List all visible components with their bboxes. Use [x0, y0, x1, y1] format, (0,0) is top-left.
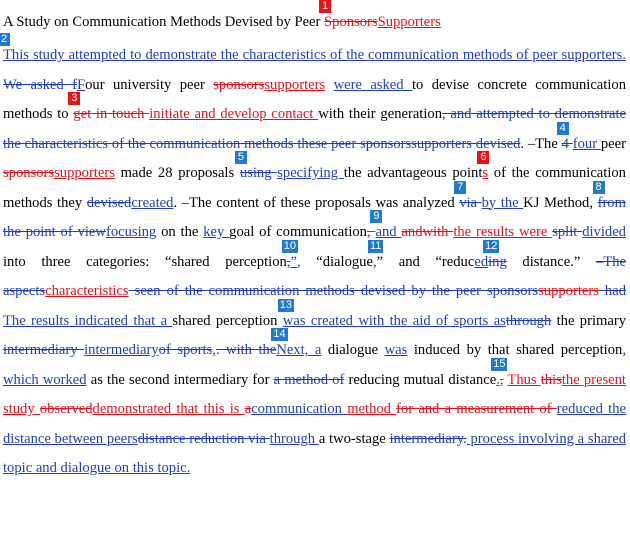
body-text: dialogue	[321, 342, 385, 358]
body-text: as the second intermediary for	[86, 371, 274, 388]
abstract-body: 2 This study attempted to demonstrate the characteristics of the communication methods of peer supporters. We asked fFour university peer sponsorssupporters were asked to devise concrete communication methods to 3 get in touch initiate and develop contact with their generation, and attempted to demonstrate the characteristics of the communication methods these peer sponsorssupporters devised. –The 4 4 four peer sponsorssupporters made 28 proposals 5 using specifying the advantageous point 6 s of the communication methods they devisedcreated. –The content of these proposals was analyzed 7 via by the KJ Method, 8 from the point of viewfocusing on the key goal of communication, 9 and andwith the results were split divided into three categories: “shared perception 10 ,”, “dialogue 11 ,” and “reduced 12 ing distance.” –The aspectscharacteristics seen of the communication methods devised by the peer sponsorssupporters had The results indicated that a shared perception 13 was created with the aid of sports asthrough the primary intermediary intermediaryof sports,. with the 14 Next, a dialogue was induced by that shared perception, which worked as the second intermediary for a method of reducing mutual distance 15 ., Thus thisthe present study observeddemonstrated that this is acommunication method for and a measurement of reduced the distance between peersdistance reduction via through a two-stage intermediary. process involving a shared topic and dialogue on this topic.	[3, 41, 626, 484]
inserted-text: focusing	[105, 224, 157, 240]
deleted-text: of sports	[158, 342, 213, 358]
inserted-text: supporters	[54, 165, 115, 181]
title-text: A Study on Communication Methods Devised by Peer	[3, 14, 325, 30]
deleted-text: and	[401, 224, 423, 240]
deleted-text: a	[244, 401, 252, 417]
deleted-text: We asked f	[3, 76, 77, 93]
body-text: to devise concrete communication methods to	[3, 76, 626, 122]
body-text: of the communication methods they	[3, 165, 626, 211]
inserted-text: process involving a shared topic and dialogue on this topic.	[3, 430, 626, 476]
deleted-text: intermediary.	[389, 430, 467, 447]
inserted-text: were asked	[333, 76, 412, 93]
deleted-text: had	[598, 283, 626, 299]
body-text: “dialogue	[300, 253, 373, 270]
inserted-text: characteristics	[45, 283, 129, 299]
inserted-text: ,	[372, 253, 377, 270]
inserted-text: initiate and develop contact	[149, 106, 319, 122]
deleted-text: . with the	[215, 342, 277, 358]
deleted-text: through	[505, 312, 552, 329]
inserted-text: F	[76, 76, 86, 93]
deleted-text: ,	[499, 371, 504, 388]
inserted-text: by the	[481, 194, 524, 211]
body-text: shared perception	[172, 312, 283, 329]
inserted-text: key	[203, 224, 230, 240]
deleted-text: with	[422, 224, 454, 240]
body-text: on the	[156, 224, 204, 240]
body-text: the advantageous point	[343, 165, 483, 181]
deleted-text: and a measurement of	[418, 401, 557, 417]
body-text: made 28 proposals	[114, 165, 240, 181]
deleted-text: ,	[286, 253, 291, 270]
body-text: the primary	[551, 312, 626, 329]
deleted-text: using	[239, 165, 278, 181]
deleted-text: 4	[561, 135, 573, 152]
inserted-text: , which worked	[3, 342, 626, 388]
inserted-text: Thus	[507, 371, 541, 388]
inserted-text: through	[269, 430, 319, 447]
inserted-text: Next, a	[276, 342, 322, 358]
deleted-text: ing	[488, 253, 507, 270]
deleted-text: via	[459, 194, 482, 211]
deleted-text: from the point of view	[3, 194, 626, 240]
inserted-text: ,	[212, 342, 216, 358]
deleted-text: supporters	[538, 283, 599, 299]
body-text: . –The content of these proposals was analyzed	[173, 194, 460, 211]
body-text: induced by that shared perception	[407, 342, 623, 358]
deleted-text: intermediary	[3, 342, 85, 358]
inserted-text: was created with the aid of sports as	[282, 312, 506, 329]
deleted-text: split	[552, 224, 583, 240]
body-text: with their generation	[318, 106, 443, 122]
inserted-text: was	[384, 342, 408, 358]
body-text: peer	[600, 135, 626, 152]
inserted-text: divided	[582, 224, 626, 240]
inserted-text: created	[131, 194, 174, 211]
inserted-text: ,	[296, 253, 301, 270]
body-text	[325, 77, 333, 93]
body-text: a two-stage	[318, 430, 390, 447]
inserted-text: the results were	[453, 224, 553, 240]
inserted-text: communication	[251, 401, 348, 417]
title-deletion: Sponsors	[324, 14, 378, 30]
inserted-text: The results indicated that a	[3, 312, 173, 329]
inserted-text: ”	[290, 253, 297, 270]
inserted-text: s	[482, 165, 489, 181]
document-title: A Study on Communication Methods Devised by Peer 1 SponsorsSupporters	[3, 0, 441, 30]
body-text: into three categories: “shared perception	[3, 253, 287, 270]
deleted-text: –The aspects	[3, 253, 626, 299]
deleted-text: sponsors	[3, 165, 55, 181]
body-text: distance.”	[506, 253, 596, 270]
inserted-text: specifying	[277, 165, 344, 181]
deleted-text: supporters	[411, 135, 472, 152]
inserted-text: method	[347, 401, 397, 417]
inserted-text: demonstrated that this is	[92, 401, 245, 417]
deleted-text: seen of the communication methods devised by the peer sponsors	[128, 283, 539, 299]
inserted-text: four	[572, 135, 601, 152]
body-text: our university peer	[85, 76, 214, 93]
inserted-text: and	[375, 224, 402, 240]
deleted-text: sponsors	[213, 76, 265, 93]
deleted-text: for	[396, 401, 419, 417]
inserted-text: intermediary	[84, 342, 159, 358]
deleted-text: this	[540, 371, 562, 388]
title-insertion: Supporters	[377, 14, 441, 30]
deleted-text: ,	[366, 224, 376, 240]
deleted-text: get in touch	[73, 106, 150, 122]
inserted-text: .	[496, 371, 500, 388]
body-text: reducing mutual distance	[344, 371, 497, 388]
inserted-text: reduced the distance between peers	[3, 401, 626, 447]
inserted-text: This study attempted to demonstrate the characteristics of the communication methods of peer supporters.	[3, 47, 626, 63]
deleted-text: devised	[471, 135, 521, 152]
deleted-text: a method of	[273, 371, 345, 388]
deleted-text: devised	[86, 194, 132, 211]
deleted-text: distance reduction via	[137, 430, 270, 447]
body-text: KJ Method,	[523, 194, 598, 211]
body-text: goal of communication	[229, 224, 367, 240]
inserted-text: supporters	[264, 76, 326, 93]
body-text: ” and “reduc	[376, 253, 475, 270]
inserted-text: ed	[474, 253, 489, 270]
deleted-text: , and attempted to demonstrate the characteristics of the communication methods these peer sponsors	[3, 106, 626, 152]
body-text: . –The	[520, 135, 562, 152]
inserted-text: the present study	[3, 371, 626, 417]
deleted-text: observed	[39, 401, 93, 417]
